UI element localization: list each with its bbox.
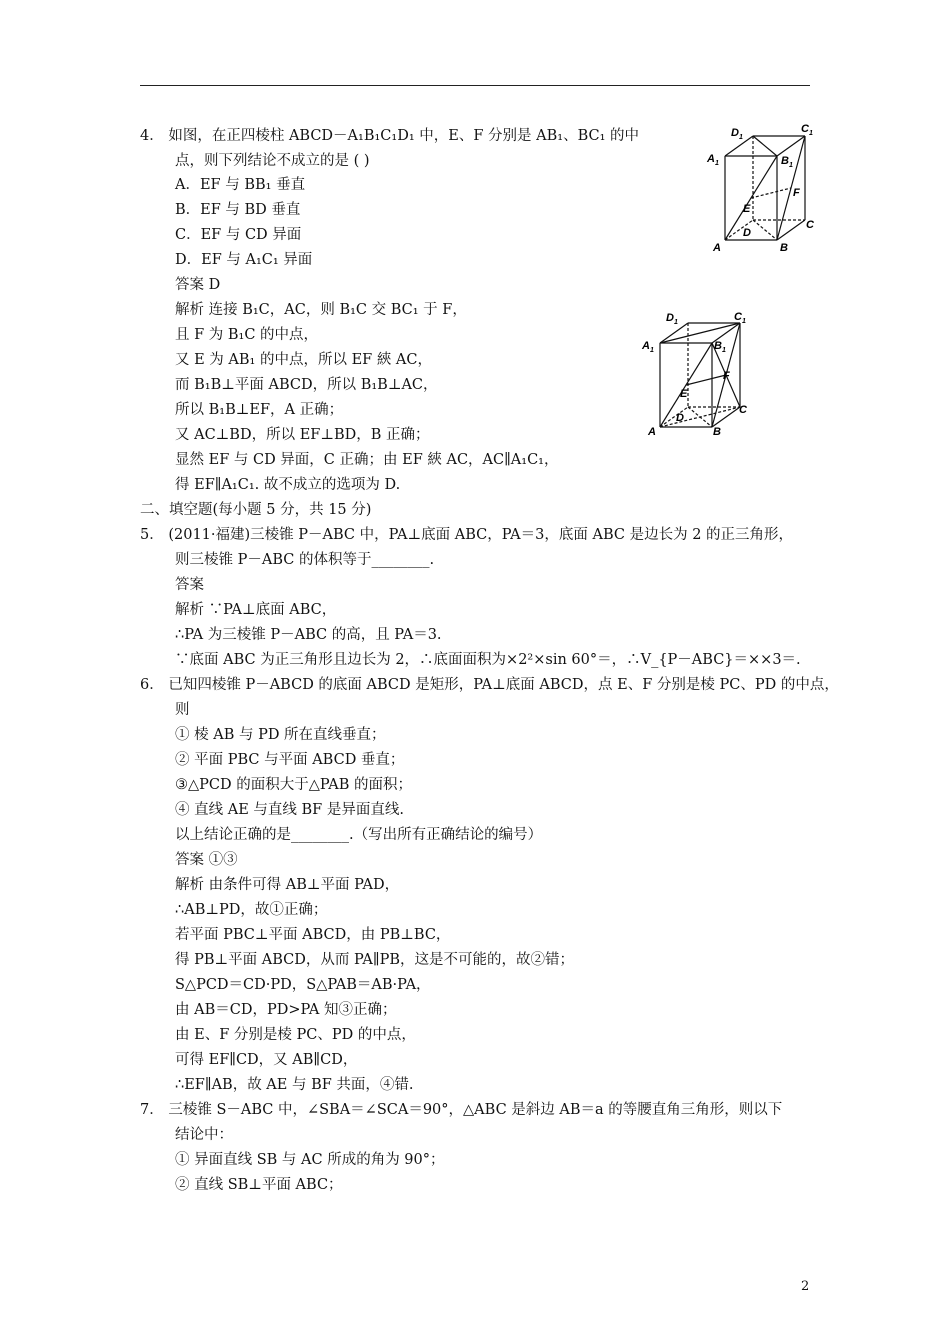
text-line: 由 AB＝CD，PD>PA 知③正确；: [175, 1002, 397, 1018]
text-line: ② 平面 PBC 与平面 ABCD 垂直；: [175, 752, 405, 768]
label-A: A: [713, 242, 721, 254]
text-line: 若平面 PBC⊥平面 ABCD，由 PB⊥BC，: [175, 927, 451, 943]
text-line: ③△PCD 的面积大于△PAB 的面积；: [175, 777, 413, 793]
text-line: 二、填空题(每小题 5 分，共 15 分): [140, 502, 372, 518]
text-line: ① 异面直线 SB 与 AC 所成的角为 90°；: [175, 1152, 445, 1168]
text-line: 解析 连接 B₁C，AC，则 B₁C 交 BC₁ 于 F，: [175, 302, 467, 318]
label-B: B: [780, 242, 788, 254]
text-line: 解析 ∵PA⊥底面 ABC，: [175, 602, 337, 618]
text-line: ① 棱 AB 与 PD 所在直线垂直；: [175, 727, 386, 743]
label-C1: $C_1$: [801, 123, 813, 137]
label-E: E: [743, 203, 751, 215]
header-rule: [140, 85, 810, 86]
text-line: D．EF 与 A₁C₁ 异面: [175, 252, 313, 268]
label-D: D: [676, 412, 684, 424]
text-line: 又 E 为 AB₁ 的中点，所以 EF 綊 AC，: [175, 352, 432, 368]
label-D: D: [743, 227, 751, 239]
text-line: 则: [175, 702, 190, 718]
text-line: 又 AC⊥BD，所以 EF⊥BD，B 正确；: [175, 427, 430, 443]
text-line: 答案 ①③: [175, 852, 238, 868]
text-line: ∴EF∥AB，故 AE 与 BF 共面，④错.: [175, 1077, 414, 1093]
text-line: 7． 三棱锥 S－ABC 中，∠SBA＝∠SCA＝90°，△ABC 是斜边 AB＝a 的等腰直角三角形，则以下: [140, 1102, 783, 1118]
text-line: B．EF 与 BD 垂直: [175, 202, 301, 218]
text-line: 可得 EF∥CD，又 AB∥CD，: [175, 1052, 358, 1068]
text-line: 答案: [175, 577, 204, 593]
label-D1: $D_1$: [731, 127, 743, 141]
text-line: ∵底面 ABC 为正三角形且边长为 2，∴底面面积为×2²×sin 60°＝，∴V_{P－ABC}＝××3＝.: [175, 652, 801, 668]
text-line: A．EF 与 BB₁ 垂直: [175, 177, 306, 193]
text-line: 则三棱锥 P－ABC 的体积等于________.: [175, 552, 435, 568]
label-C: C: [806, 219, 814, 231]
label-F: F: [723, 370, 730, 382]
label-C1: $C_1$: [734, 311, 746, 325]
text-line: 结论中：: [175, 1127, 233, 1143]
label-B1: $B_1$: [714, 340, 726, 354]
text-line: 由 E、F 分别是棱 PC、PD 的中点，: [175, 1027, 416, 1043]
text-line: 显然 EF 与 CD 异面，C 正确；由 EF 綊 AC，AC∥A₁C₁，: [175, 452, 559, 468]
text-line: 6． 已知四棱锥 P－ABCD 的底面 ABCD 是矩形，PA⊥底面 ABCD，点 E、F 分别是棱 PC、PD 的中点，: [140, 677, 839, 693]
text-line: 解析 由条件可得 AB⊥平面 PAD，: [175, 877, 400, 893]
label-F: F: [793, 187, 800, 199]
prism-figure-1: [705, 120, 815, 255]
label-B: B: [713, 426, 721, 438]
text-line: 而 B₁B⊥平面 ABCD，所以 B₁B⊥AC，: [175, 377, 438, 393]
text-line: ∴PA 为三棱锥 P－ABC 的高，且 PA＝3.: [175, 627, 442, 643]
text-line: 得 EF∥A₁C₁. 故不成立的选项为 D.: [175, 477, 401, 493]
prism-figure-2: [640, 307, 750, 442]
text-line: S△PCD＝CD·PD，S△PAB＝AB·PA，: [175, 977, 431, 993]
label-D1: $D_1$: [666, 312, 678, 326]
label-C: C: [739, 404, 747, 416]
text-line: 5． (2011·福建)三棱锥 P－ABC 中，PA⊥底面 ABC，PA＝3，底面 ABC 是边长为 2 的正三角形，: [140, 527, 794, 543]
text-line: ∴AB⊥PD，故①正确；: [175, 902, 328, 918]
text-line: 且 F 为 B₁C 的中点，: [175, 327, 319, 343]
text-line: 所以 B₁B⊥EF，A 正确；: [175, 402, 344, 418]
text-line: 答案 D: [175, 277, 221, 293]
label-E: E: [680, 388, 688, 400]
label-A1: $A_1$: [707, 153, 719, 167]
text-line: ② 直线 SB⊥平面 ABC；: [175, 1177, 343, 1193]
label-A1: $A_1$: [642, 340, 654, 354]
text-line: C．EF 与 CD 异面: [175, 227, 302, 243]
label-A: A: [648, 426, 656, 438]
text-line: ④ 直线 AE 与直线 BF 是异面直线.: [175, 802, 404, 818]
label-B1: $B_1$: [781, 155, 793, 169]
page-number: 2: [801, 1279, 810, 1294]
text-line: 得 PB⊥平面 ABCD，从而 PA∥PB，这是不可能的，故②错；: [175, 952, 574, 968]
text-line: 以上结论正确的是________.（写出所有正确结论的编号）: [175, 827, 543, 843]
text-line: 4． 如图，在正四棱柱 ABCD－A₁B₁C₁D₁ 中，E、F 分别是 AB₁、BC₁ 的中: [140, 128, 640, 144]
text-line: 点，则下列结论不成立的是 ( ): [175, 153, 370, 169]
